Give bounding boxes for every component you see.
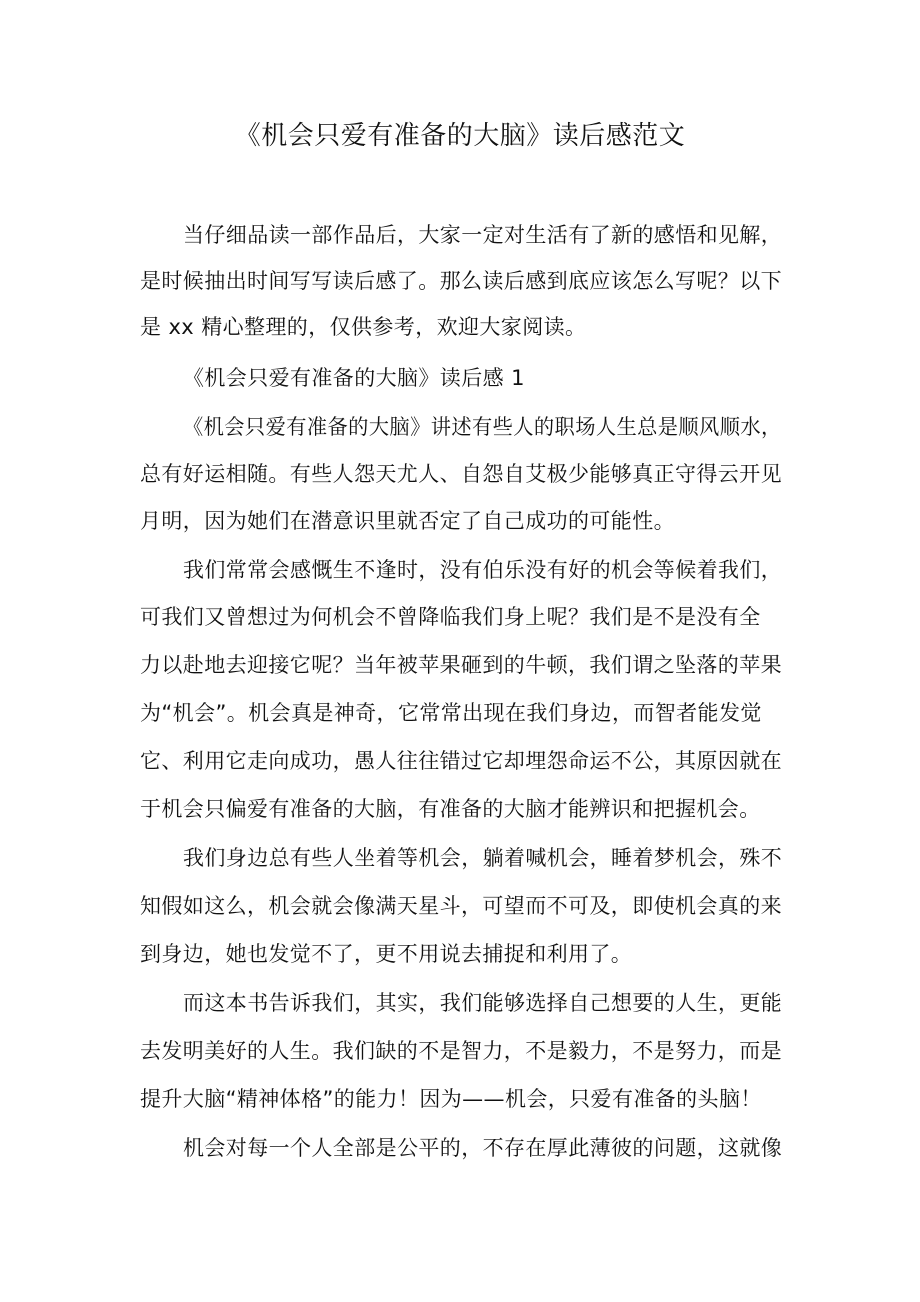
- paragraph-line: 提升大脑“精神体格”的能力！因为——机会，只爱有准备的头脑！: [140, 1087, 762, 1111]
- paragraph-line: 去发明美好的人生。我们缺的不是智力，不是毅力，不是努力，而是: [140, 1039, 782, 1063]
- paragraph-line: 知假如这么，机会就会像满天星斗，可望而不可及，即使机会真的来: [140, 894, 782, 918]
- paragraph-line: 机会对每一个人全部是公平的，不存在厚此薄彼的问题，这就像: [183, 1136, 783, 1160]
- paragraph-line: 月明，因为她们在潜意识里就否定了自己成功的可能性。: [140, 509, 675, 533]
- paragraph-line: 《机会只爱有准备的大脑》讲述有些人的职场人生总是顺风顺水，: [183, 415, 782, 439]
- paragraph-line: 可我们又曾想过为何机会不曾降临我们身上呢？我们是不是没有全: [140, 605, 761, 629]
- paragraph-line: 于机会只偏爱有准备的大脑，有准备的大脑才能辨识和把握机会。: [140, 797, 761, 821]
- paragraph-line: 当仔细品读一部作品后，大家一定对生活有了新的感悟和见解，: [183, 223, 783, 247]
- section-heading: 《机会只爱有准备的大脑》读后感 1: [183, 366, 525, 390]
- document-title: 《机会只爱有准备的大脑》读后感范文: [234, 121, 686, 151]
- paragraph-line: 到身边，她也发觉不了，更不用说去捕捉和利用了。: [140, 942, 633, 966]
- paragraph-line: 它、利用它走向成功，愚人往往错过它却埋怨命运不公，其原因就在: [140, 749, 782, 773]
- paragraph-line: 力以赴地去迎接它呢？当年被苹果砸到的牛顿，我们谓之坠落的苹果: [140, 653, 782, 677]
- paragraph-line: 是时候抽出时间写写读后感了。那么读后感到底应该怎么写呢？以下: [140, 269, 782, 293]
- paragraph-line: 总有好运相随。有些人怨天尤人、自怨自艾极少能够真正守得云开见: [140, 462, 782, 486]
- paragraph-line: 我们常常会感慨生不逢时，没有伯乐没有好的机会等候着我们，: [183, 558, 783, 582]
- paragraph-line: 而这本书告诉我们，其实，我们能够选择自己想要的人生，更能: [183, 991, 783, 1015]
- paragraph-line: 我们身边总有些人坐着等机会，躺着喊机会，睡着梦机会，殊不: [183, 846, 783, 870]
- paragraph-line: 为“机会”。机会真是神奇，它常常出现在我们身边，而智者能发觉: [140, 701, 762, 725]
- paragraph-line: 是 xx 精心整理的，仅供参考，欢迎大家阅读。: [140, 315, 587, 339]
